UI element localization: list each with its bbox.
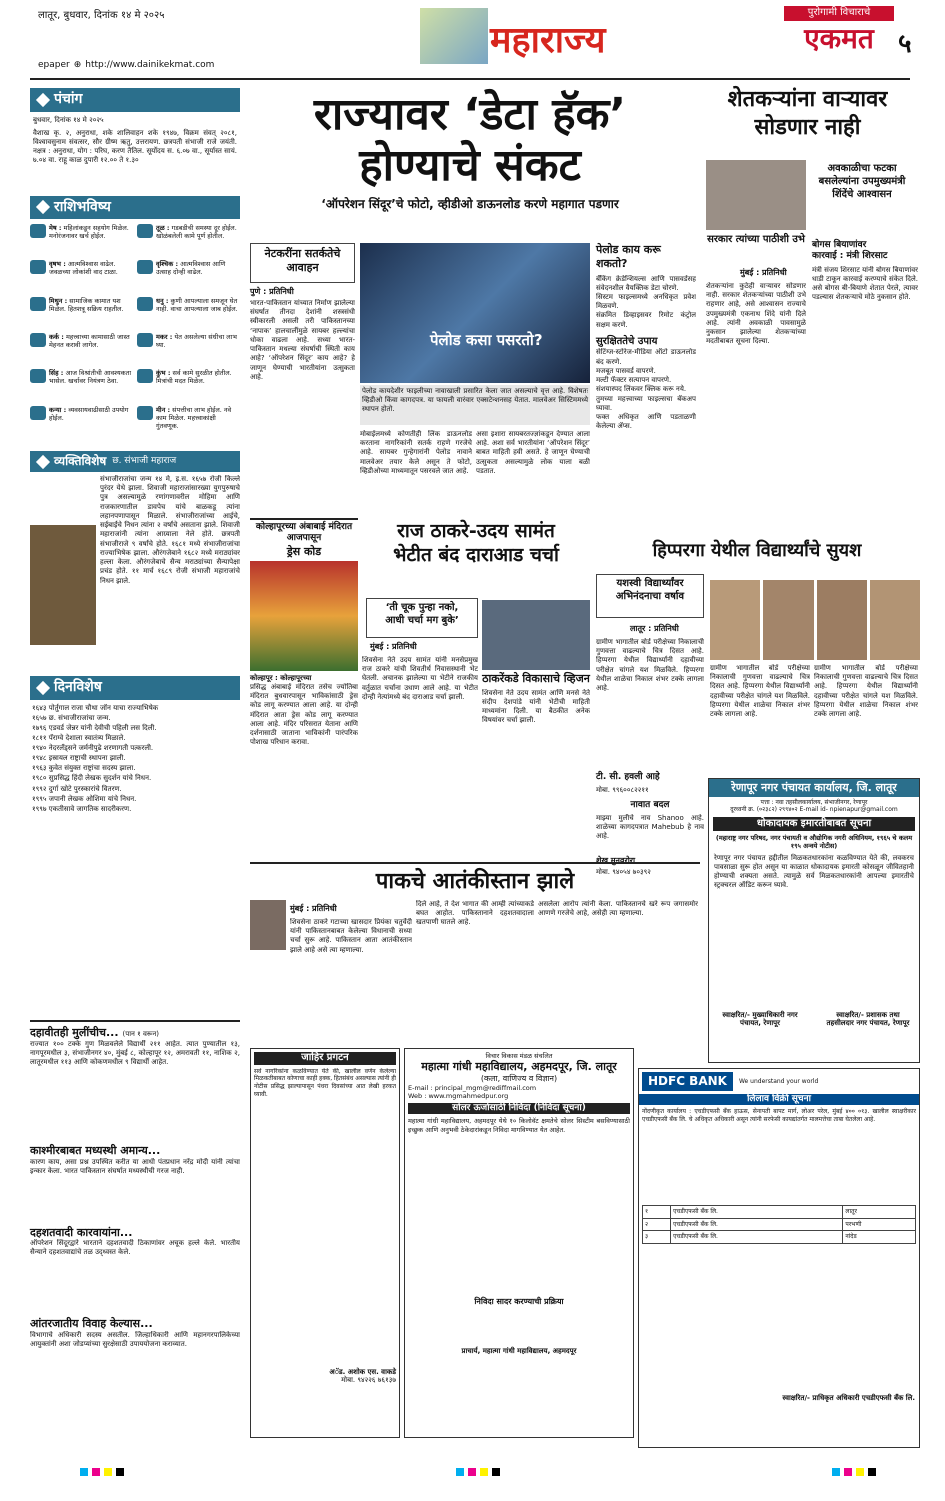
- mgm-email: E-mail : principal_mgm@rediffmail.com: [408, 1083, 537, 1092]
- student-photo: [710, 580, 760, 660]
- kolhapur-title: कोल्हापूरच्या अंबाबाई मंदिरात आजपासून: [255, 522, 353, 544]
- mgm-web: Web : www.mgmahmedpur.org: [408, 1092, 509, 1100]
- intercaste-title: आंतरजातीय विवाह केल्यास...: [30, 1317, 153, 1331]
- renapur-signatures: [709, 1011, 919, 1029]
- list-item: १९९५ जपानी लेखक ओशिमा यांचे निधन.: [32, 794, 137, 803]
- lead-col3-text: असा इशारा सायबरतज्ज्ञांकडून देण्यात आला आहे. अशा सर्व भारतीयांना ‘ऑपरेशन सिंदूर’ बाबत माहिती हवी असते. हे जाणून घेण्याची उत्सुकता असल्यामुळे लोक याला बळी पडतात.: [476, 430, 590, 475]
- virgo-icon: [30, 406, 46, 420]
- jahir-sign: अॅड. अशोक एस. वाकडे: [329, 1367, 396, 1376]
- safety-title: सुरक्षिततेचे उपाय: [596, 335, 658, 347]
- continuations: [30, 1020, 240, 1490]
- bonus-sub: कारवाई : मंत्री शिरसाट: [812, 251, 888, 262]
- hippar-byline: लातूर : प्रतिनिधी: [630, 624, 679, 633]
- jahir-notice: [250, 1048, 400, 1438]
- payload-title: पेलोड काय करू शकतो?: [596, 243, 661, 270]
- dinvishesh-title: दिनविशेष: [54, 679, 102, 695]
- photo-text: पेलोड कायदेशीर फाइलीच्या नावाखाली प्रसारित केला जात असल्याचे वृत्त आहे. विशेषतः व्हिडीओ किंवा कागदपत्र. या फायली वारंवार एक्सटेन्शनसह येतात. मालवेअर सिस्टिममध्ये स्थापन होतो.: [360, 385, 590, 425]
- vyakti-header: [30, 451, 240, 472]
- panchang-body: [30, 112, 240, 196]
- rashi-item: वृश्चिक : आत्मविश्वास आणि उत्साह दोन्ही वाढेल.: [137, 260, 240, 292]
- dateline: लातूर, बुधवार, दिनांक १४ मे २०२५: [38, 10, 165, 21]
- jahir-text: सर्व नागरिकांना कळविण्यात येते की, खालील वर्णन केलेल्या मिळकतीबाबत कोणाचा काही हक्क, हितसंबंध असल्यास त्यांनी ही नोटीस प्रसिद्ध झाल्यापासून पंधरा दिवसांच्या आत लेखी हरकत घ्यावी.: [254, 1067, 396, 1099]
- raj-side-title: ठाकरेंकडे विकासाचे व्हिजन: [482, 672, 590, 685]
- terror-text: ऑपरेशन सिंदूरद्वारे भारताने दहशतवादी ठिकाणांवर अचूक हल्ले केले. भारतीय सैन्याने दहशतवाद्यांचे तळ उद्ध्वस्त केले.: [30, 1239, 240, 1257]
- raj-quote: [366, 598, 478, 638]
- hdfc-head: [639, 1069, 919, 1094]
- list-item: सेटिंग्ज-स्टोरेज-मीडिया ऑटो डाऊनलोड बंद करणे.: [596, 348, 696, 366]
- list-item: संक्रमित डिव्हाइसवर रिमोट कंट्रोल सक्षम करणे.: [596, 311, 696, 329]
- rashi-item: कुंभ : सर्व कामे सुरळीत होतील. मित्रांची मदत मिळेल.: [137, 369, 240, 401]
- naav-title: नावात बदल: [630, 800, 670, 810]
- kolhapur-text: प्रसिद्ध अंबाबाई मंदिरात तसेच ज्योतिबा मंदिरात बुधवारपासून भाविकांसाठी ड्रेस कोड लागू करण्यात आला आहे. या दोन्ही मंदिरात आता ड्रेस कोड लागू करण्यात आला आहे. मंदिर परिसरात येताना आणि दर्शनासाठी जाताना भाविकांनी पारंपरिक पोशाख परिधान करावा.: [250, 683, 358, 747]
- rashi-item: मीन : संपत्तीचा लाभ होईल. नवे काम मिळेल. महत्त्वाकांक्षी गुंतवणूक.: [137, 406, 240, 446]
- kashmir-text: कारण काय, असा प्रश्न उपस्थित करीत या आधी पंतप्रधान नरेंद्र मोदी यांनी त्यांचा इन्कार केला. भारत पाकिस्तान संघर्षात मध्यस्थीची गरज नाही.: [30, 1157, 240, 1175]
- mgm-top: विचार विकास मंडळ संचलित: [485, 1052, 553, 1060]
- student-photo: [817, 580, 867, 660]
- mgm-text: महात्मा गांधी महाविद्यालय, अहमदपूर येथे १० किलोवॅट क्षमतेचे सोलर सिस्टीम बसविण्यासाठी इच्छुक आणि अनुभवी ठेकेदारांकडून निविदा मागविण्यात येत आहेत.: [408, 1117, 630, 1134]
- shetkari-headline-2: सोडणार नाही: [754, 114, 861, 140]
- hippar-sub: यशस्वी विद्यार्थ्यांवर अभिनंदनाचा वर्षाव: [596, 574, 704, 618]
- lead-col-1: [250, 243, 355, 508]
- table-row: ३ एचडीएफसी बँक लि. नांदेड: [643, 1231, 916, 1244]
- aries-icon: [30, 224, 46, 238]
- vyakti-text: संभाजीराजांचा जन्म १४ मे, इ.स. १६५७ रोजी किल्ले पुरंदर येथे झाला. शिवाजी महाराजांसारख्या युगपुरुषाचे पुत्र असल्यामुळे रणांगणावरील मोहिमा आणि राजकारणातील डावपेच यांचे बाळकडू त्यांना लहानपणापासून मिळाले. संभाजीराजांच्या आईचे, सईबाईंचे निधन त्यांना २ वर्षांचे असताना झाले. शिवाजी महाराजांनी त्यांना आग्र्याला नेले होते. छत्रपती संभाजीराजे ९ वर्षांचे होते. १६८१ मध्ये संभाजीराजांचा राज्याभिषेक झाला. औरंगजेबाने १६८२ मध्ये मराठ्यांवर हल्ला केला. औरंगजेबाचे सैन्य मराठ्यांच्या सैन्यापेक्षा प्रचंड होते. ११ मार्च १६८९ रोजी संभाजी महाराजांचे निधन झाले.: [100, 475, 240, 585]
- ambabai-photo: [250, 561, 358, 671]
- data-hack-photo: [360, 243, 590, 383]
- lead-col1-text: भारत-पाकिस्तान यांच्यात निर्माण झालेल्या संघर्षात तीनदा देशांनी शस्त्रसंधी स्वीकारली असली तरी पाकिस्तानच्या ‘नापाक’ हालचालींमुळे सायबर हल्ल्यांचा धोका वाढला आहे. सध्या भारत-पाकिस्तान मधल्या संघर्षाची स्थिती काय आहे? ‘ऑपरेशन सिंदूर’ काय आहे? हे जाणून घेण्याची भारतीयांना उत्सुकता आहे.: [250, 299, 355, 381]
- capricorn-icon: [137, 333, 153, 347]
- panchang-title: पंचांग: [54, 91, 83, 107]
- panchang-header: [30, 88, 240, 112]
- dinvishesh-header: [30, 676, 240, 700]
- chaturvedi-photo: [250, 900, 286, 950]
- hippar-name-1: टी. सी. हवली आहे: [596, 772, 660, 782]
- left-column: [30, 88, 240, 870]
- libra-icon: [137, 224, 153, 238]
- raj-quote-1: ‘ती चूक पुन्हा नको,: [385, 602, 459, 613]
- hippar-mobile-1: मोबा. ९९६००८२२११: [596, 786, 649, 794]
- dahavi-text: राज्यात १०० टक्के गुण मिळवलेले विद्यार्थी २११ आहेत. त्यात पुण्यातील १३, नागपूरमधील ३, संभाजीनगर ४०, मुंबई ८, कोल्हापूर १२, अमरावती ११, नाशिक २, लातूरमधील ११३ आणि कोकणमधील ९ विद्यार्थी आहेत.: [30, 1039, 240, 1067]
- list-item: १९४० नेदरलँड्सने जर्मनीपुढे शरणागती पत्करली.: [32, 744, 154, 753]
- list-item: १९९२ दुर्गा खोटे पुरस्कारांचे वितरण.: [32, 784, 122, 793]
- pak-col1: शिवसेना ठाकरे गटाच्या खासदार प्रियंका चतुर्वेदी यांनी पाकिस्तानबाबत केलेल्या विधानाची सध्या चर्चा सुरू आहे. पाकिस्तान आता आतंकीस्तान झाले आहे असे त्या म्हणाल्या.: [290, 918, 412, 954]
- maharashtra-map-icon: [420, 8, 488, 64]
- shinde-photo: [706, 160, 806, 230]
- panchang-date: बुधवार, दिनांक १४ मे २०२५: [33, 115, 104, 124]
- list-item: १७९६ एडवर्ड जेन्नर यांनी देवीची पहिली लस दिली.: [32, 723, 157, 732]
- pak-col2: दिले आहे, ते देश भागात की आम्ही त्यांच्याकडे बघत आहोत. पाकिस्तानाने दहशतवादाला खतपाणी घातले आहे.: [416, 900, 534, 927]
- globe-icon: ⊕: [73, 60, 82, 70]
- rashi-item: वृषभ : आत्मविश्वास वाढेल. जवळच्या लोकांशी वाद टाळा.: [30, 260, 133, 292]
- rashi-item: मकर : येत असलेल्या संधीचा लाभ घ्या.: [137, 333, 240, 365]
- pak-col3: असलेला आरोप त्यांनी केला. पाकिस्तानचे खरे रूप जगासमोर आणणे गरजेचे आहे, असेही त्या म्हणाल्या.: [538, 900, 698, 918]
- jahir-title: जाहिर प्रगटन: [254, 1052, 396, 1065]
- shetkari-byline: मुंबई : प्रतिनिधी: [740, 268, 787, 277]
- renapur-notice: [708, 778, 920, 1063]
- renapur-text: रेणापूर नगर पंचायत हद्दीतील मिळकतधारकांना कळविण्यात येते की, लवकरच पावसाळा सुरू होत असून या काळात धोकादायक इमारती कोसळून जीवितहानी होण्याची शक्यता असते. त्यामुळे सर्व मिळकतधारकांनी आपल्या इमारतीचे स्ट्रक्चरल ऑडिट करून घ्यावे.: [714, 853, 914, 890]
- renapur-addr: पत्ता : नवा तहसीलकार्यालय, संभाजीनगर, रेणापूर: [760, 798, 868, 806]
- masthead-rule: [30, 78, 910, 80]
- raj-side-text: शिवसेना नेते उदय सामंत आणि मनसे नेते संदीप देशपांडे यांनी भेटीची माहिती माध्यमांना दिली. या बैठकीत अनेक विषयांवर चर्चा झाली.: [482, 688, 590, 725]
- student-photo: [870, 580, 920, 660]
- hdfc-tag: We understand your world: [738, 1077, 819, 1085]
- list-item: १८११ पॅराग्वे देशाला स्वातंत्र्य मिळाले.: [32, 733, 126, 742]
- pak-byline: मुंबई : प्रतिनिधी: [290, 904, 337, 913]
- mgm-title: महात्मा गांधी महाविद्यालय, अहमदपूर, जि. लातूर: [421, 1060, 617, 1074]
- kashmir-title: काश्मीरबाबत मध्यस्थी अमान्य...: [30, 1143, 161, 1157]
- intercaste-text: विभागाचे अधिकारी सदस्य असतील. जिल्हाधिकारी आणि महानगरपालिकेच्या आयुक्तांनी अशा जोडप्यांच्या सुरक्षेसाठी उपाययोजना कराव्यात.: [30, 1331, 240, 1349]
- payload-box: [596, 243, 696, 511]
- page-number: ५: [898, 29, 912, 59]
- rashi-item: कन्या : व्यवसायवाढीसाठी उपयोग होईल.: [30, 406, 133, 446]
- naav-text: माझ्या मुलीचे नाव Shanoo आहे. शाळेच्या कागदपत्रात Mahebub हे नाव आहे.: [596, 814, 704, 841]
- color-bar: [456, 1468, 504, 1476]
- scorpio-icon: [137, 260, 153, 274]
- brand-name: एकमत: [804, 21, 874, 55]
- kolhapur-title-2: ड्रेस कोड: [286, 544, 322, 558]
- hdfc-text: नोंदणीकृत कार्यालय : एचडीएफसी बँक हाऊस, सेनापती बापट मार्ग, लोअर परेल, मुंबई ४०० ०१३. खालील स्वाक्षरीकार एचडीएफसी बँक लि. चे अधिकृत अधिकारी असून त्यांनी सरफेसी कायद्यांतर्गत मालमत्तेचा ताबा घेतलेला आहे.: [642, 1108, 916, 1124]
- mgm-tender: सोलर ऊर्जासाठी निविदा (निविदा सूचना): [408, 1103, 630, 1114]
- vyakti-title: व्यक्तिविशेष: [54, 454, 107, 468]
- hippar-name-2: शेख मुनवरोरा: [596, 856, 636, 865]
- lead-subhead: ‘ऑपरेशन सिंदूर’चे फोटो, व्हीडीओ डाऊनलोड करणे महागात पडणार: [321, 197, 619, 212]
- payload-list: [596, 275, 696, 330]
- raj-byline: मुंबई : प्रतिनिधी: [370, 642, 417, 651]
- lead-col2-text: मोबाईलमध्ये कोणतीही लिंक डाऊनलोड करताना नागरिकांनी सतर्क राहणे गरजेचे आहे. सायबर गुन्हेगारांनी पेलोड नावाने मालवेअर तयार केले असून ते फोटो, व्हिडीओच्या माध्यमातून पसरवले जात आहे.: [360, 430, 472, 475]
- diamond-icon: [36, 454, 50, 468]
- shetkari-caption: सरकार त्यांच्या पाठीशी उभे: [707, 234, 805, 245]
- rashi-grid: [30, 219, 240, 451]
- raj-story: [362, 520, 590, 568]
- sagittarius-icon: [137, 297, 153, 311]
- safety-list: [596, 348, 696, 431]
- list-item: सिस्टम फाइल्समध्ये अनधिकृत प्रवेश मिळवणे.: [596, 292, 696, 311]
- table-row: १ एचडीएफसी बँक लि. लातूर: [643, 1206, 916, 1219]
- mgm-notice: [404, 1048, 634, 1438]
- bonus-box: [812, 240, 918, 510]
- hippar-mobile-2: मोबा. ९४०५४ ७०३९२: [596, 868, 651, 876]
- section-title: महाराज्य: [490, 20, 606, 61]
- kolhapur-story: [250, 518, 358, 853]
- list-item: १९६३ कुवेत संयुक्त राष्ट्रांचा सदस्य झाला.: [32, 764, 136, 773]
- registration-marks: [80, 1468, 880, 1476]
- list-item: बँकिंग क्रेडेन्शियल्स आणि पासवर्डसह संवेदनशील वैयक्तिक डेटा चोरणे.: [596, 274, 696, 292]
- students-photos: [710, 580, 920, 660]
- panchang-text: वैशाख कृ. २, अनुराधा, शके शालिवाहन शके १९४७, विक्रम संवत् २०८१, विश्वावसुनाम संवत्सर, सौर ग्रीष्म ऋतु, उत्तरायण. छत्रपती संभाजी राजे जयंती. नक्षत्र : अनुराधा, योग : परिघ, करण तैतिल. सूर्योदय स. ६.०७ वा., सूर्यास्त सायं. ७.०४ वा. राहू काळ दुपारी १२.०० ते १.३०: [33, 128, 237, 165]
- raj-samant-photo: [482, 600, 590, 670]
- rashi-header: [30, 196, 240, 220]
- dahavi-head: [30, 1026, 240, 1040]
- shetkari-headline-1: शेतकऱ्यांना वाऱ्यावर: [727, 87, 888, 112]
- dinvishesh-list: [30, 700, 240, 870]
- shetkari-sidehead: अवकाळीचा फटका बसलेल्यांना उपमुख्यमंत्री शिंदेंचे आश्वासन: [818, 163, 906, 200]
- raj-side: [482, 672, 590, 854]
- list-item: संशयास्पद लिंकवर क्लिक करू नये.: [596, 385, 687, 394]
- shetkari-text: शेतकऱ्यांना कुठेही वाऱ्यावर सोडणार नाही. सरकार शेतकऱ्यांच्या पाठीशी उभे राहणार आहे, असे आश्वासन राज्याचे उपमुख्यमंत्री एकनाथ शिंदे यांनी दिले आहे. त्यांनी अवकाळी पावसामुळे नुकसान झालेल्या शेतकऱ्यांच्या मदतीबाबत सूचना दिल्या.: [706, 282, 806, 346]
- raj-headline-2: भेटीत बंद दाराआड चर्चा: [393, 543, 559, 566]
- bonus-title: बोगस बियाणांवर: [812, 240, 867, 250]
- epaper-label: epaper: [38, 60, 70, 70]
- lead-headline-2: होण्याचे संकट: [359, 139, 581, 191]
- list-item: फक्त अधिकृत आणि पडताळणी केलेल्या ॲप्स.: [596, 413, 696, 431]
- epaper-line: [38, 60, 214, 71]
- hdfc-sign: स्वाक्षरित/- प्राधिकृत अधिकारी एचडीएफसी बँक लि.: [782, 1393, 915, 1402]
- diamond-icon: [36, 681, 50, 695]
- shetkari-story: [700, 86, 915, 141]
- hdfc-table: [642, 1205, 916, 1244]
- list-item: १६५७ छ. संभाजीराजांचा जन्म.: [32, 713, 111, 722]
- list-item: तुमच्या महत्त्वाच्या फाइल्सचा बॅकअप घ्यावा.: [596, 394, 696, 412]
- lead-byline: पुणे : प्रतिनिधी: [250, 287, 294, 296]
- color-bar: [832, 1468, 880, 1476]
- brand-tagline: पुरोगामी विचाराचे: [784, 6, 894, 21]
- list-item: मल्टी फॅक्टर सत्यापन वापरणे.: [596, 376, 672, 385]
- list-item: १६४३ पोर्तुगाल राजा चौथा जॉन याचा राज्याभिषेक: [32, 703, 159, 712]
- mgm-proc: निविदा सादर करण्याची प्रक्रिया: [474, 1297, 564, 1307]
- hdfc-notice: [638, 1068, 920, 1448]
- lead-box-title: नेटकरींना सतर्कतेचे आवाहन: [250, 243, 355, 283]
- rashi-item: सिंह : आज विश्रांतीची आवश्यकता भासेल. खर्चावर नियंत्रण ठेवा.: [30, 369, 133, 401]
- student-photo: [763, 580, 813, 660]
- cancer-icon: [30, 333, 46, 347]
- pisces-icon: [137, 406, 153, 420]
- bonus-text: मंत्री संजय शिरसाट यांनी बोगस बियाणांवर धाडी टाकून कारवाई करण्याचे संकेत दिले. असे बोगस बी-बियाणे शेतात पेरले, त्यावर पडल्यास शेतकऱ्याचे मोठे नुकसान होते.: [812, 265, 918, 302]
- hippar-text-1: ग्रामीण भागातील बोर्ड परीक्षेच्या निकालाची गुणवत्ता वाढल्याचे चित्र दिसत आहे. हिप्परगा येथील विद्यार्थ्यांनी दहावीच्या परीक्षेत चांगले यश मिळविले. हिप्परगा येथील शाळेचा निकाल शंभर टक्के लागला आहे.: [596, 638, 704, 693]
- list-item: १९८० सुप्रसिद्ध हिंदी लेखक सुदर्शन यांचे निधन.: [32, 774, 152, 783]
- renapur-sign-2: स्वाक्षरित/- प्रशासक तथा तहसीलदार नगर पंचायत, रेणापूर: [826, 1010, 910, 1028]
- jahir-mobile: मोबा. ९४२२६ ७६१३७: [341, 1376, 396, 1385]
- gemini-icon: [30, 297, 46, 311]
- dahavi-cont: (पान १ वरून): [122, 1030, 159, 1038]
- pak-story: [250, 862, 700, 896]
- rashi-item: मेष : महिलांकडून सहयोग मिळेल. मनोरंजनावर खर्च होईल.: [30, 224, 133, 256]
- mgm-sign: प्राचार्य, महात्मा गांधी महाविद्यालय, अहमदपूर: [461, 1347, 577, 1356]
- hippar-text-3: ग्रामीण भागातील बोर्ड परीक्षेच्या निकालाची गुणवत्ता वाढल्याचे चित्र दिसत आहे. हिप्परगा येथील विद्यार्थ्यांनी दहावीच्या परीक्षेत चांगले यश मिळविले. हिप्परगा येथील शाळेचा निकाल शंभर टक्के लागला आहे.: [814, 664, 918, 719]
- rashi-item: तूळ : गडबडीची समस्या दूर होईल. खोळंबलेली कामे पूर्ण होतील.: [137, 224, 240, 256]
- dahavi-title: दहावीतही मुलींचीच...: [30, 1026, 119, 1039]
- site-link[interactable]: http://www.dainikekmat.com: [85, 60, 215, 70]
- lead-headline-1: राज्यावर ‘डेटा हॅक’: [313, 89, 627, 140]
- brand-logo: [784, 6, 894, 66]
- hdfc-auction: लिलाव विक्री सूचना: [639, 1094, 919, 1105]
- lead-story: [250, 90, 690, 212]
- rashi-item: मिथुन : सामाजिक कामात यश मिळेल. हितशत्रू सक्रिय राहतील.: [30, 297, 133, 329]
- leo-icon: [30, 369, 46, 383]
- renapur-notice-sub: (महाराष्ट्र नगर परिषद, नगर पंचायती व औद्योगिक नगरी अधिनियम, १९६५ चे कलम १९५ अन्वये नोटीस): [715, 834, 913, 851]
- hippar-headline: हिप्परगा येथील विद्यार्थ्यांचे सुयश: [652, 540, 862, 561]
- rashi-item: धनु : कुणी आपल्याला समजून घेत नाही. वाचा आपल्याला जाब होईल.: [137, 297, 240, 329]
- hdfc-logo: HDFC BANK: [642, 1072, 733, 1091]
- raj-quote-2: आधी चर्चा मग बुके’: [385, 614, 459, 626]
- renapur-notice-title: धोकादायक इमारतीबाबत सूचना: [713, 817, 915, 832]
- list-item: मजबूत पासवर्ड वापरणे.: [596, 366, 656, 375]
- raj-headline-1: राज ठाकरे-उदय सामंत: [397, 520, 555, 542]
- diamond-icon: [36, 200, 50, 214]
- renapur-title: रेणापूर नगर पंचायत कार्यालय, जि. लातूर: [709, 779, 919, 797]
- list-item: १९९७ एकतीसावे जागतिक सादरीकरण.: [32, 804, 132, 813]
- rashi-title: राशिभविष्य: [54, 198, 111, 215]
- renapur-phone: दूरध्वनी क्र. (०२३८२) २९९४०२ E-mail id- npienapur@gmail.com: [730, 806, 898, 814]
- color-bar: [80, 1468, 128, 1476]
- table-row: २ एचडीएफसी बँक लि. परभणी: [643, 1218, 916, 1231]
- rashi-item: कर्क : महत्त्वाच्या कामासाठी जास्त मेहनत करावी लागेल.: [30, 333, 133, 365]
- masthead: [0, 0, 945, 80]
- aquarius-icon: [137, 369, 153, 383]
- terror-title: दहशतवादी कारवायांना...: [30, 1225, 133, 1239]
- vyakti-body: [30, 472, 240, 672]
- sambhaji-statue-photo: [30, 525, 96, 645]
- mgm-sub: (कला, वाणिज्य व विज्ञान): [480, 1073, 558, 1083]
- renapur-sign-1: स्वाक्षरित/- मुख्याधिकारी नगर पंचायत, रेणापूर: [722, 1010, 798, 1028]
- hippar-text-2: ग्रामीण भागातील बोर्ड परीक्षेच्या निकालाची गुणवत्ता वाढल्याचे चित्र दिसत आहे. हिप्परगा येथील विद्यार्थ्यांनी दहावीच्या परीक्षेत चांगले यश मिळविले. हिप्परगा येथील शाळेचा निकाल शंभर टक्के लागला आहे.: [710, 664, 810, 719]
- kolhapur-byline: कोल्हापूर : कोल्हापूरच्या: [250, 674, 312, 683]
- raj-text: शिवसेना नेते उदय सामंत यांनी मनसेप्रमुख राज ठाकरे यांची शिवतीर्थ निवासस्थानी भेट घेतली. अचानक झालेल्या या भेटीने राजकीय वर्तुळात चर्चांना उधाण आले आहे. या भेटीत दोन्ही नेत्यांमध्ये बंद दाराआड चर्चा झाली.: [362, 656, 478, 701]
- vyakti-subject: छ. संभाजी महाराज: [112, 455, 177, 466]
- pak-headline: पाकचे आतंकीस्तान झाले: [375, 869, 575, 894]
- list-item: १९४८ इस्रायल राष्ट्राची स्थापना झाली.: [32, 754, 126, 763]
- taurus-icon: [30, 260, 46, 274]
- diamond-icon: [36, 93, 50, 107]
- photo-caption: पेलोड कसा पसरतो?: [430, 331, 543, 349]
